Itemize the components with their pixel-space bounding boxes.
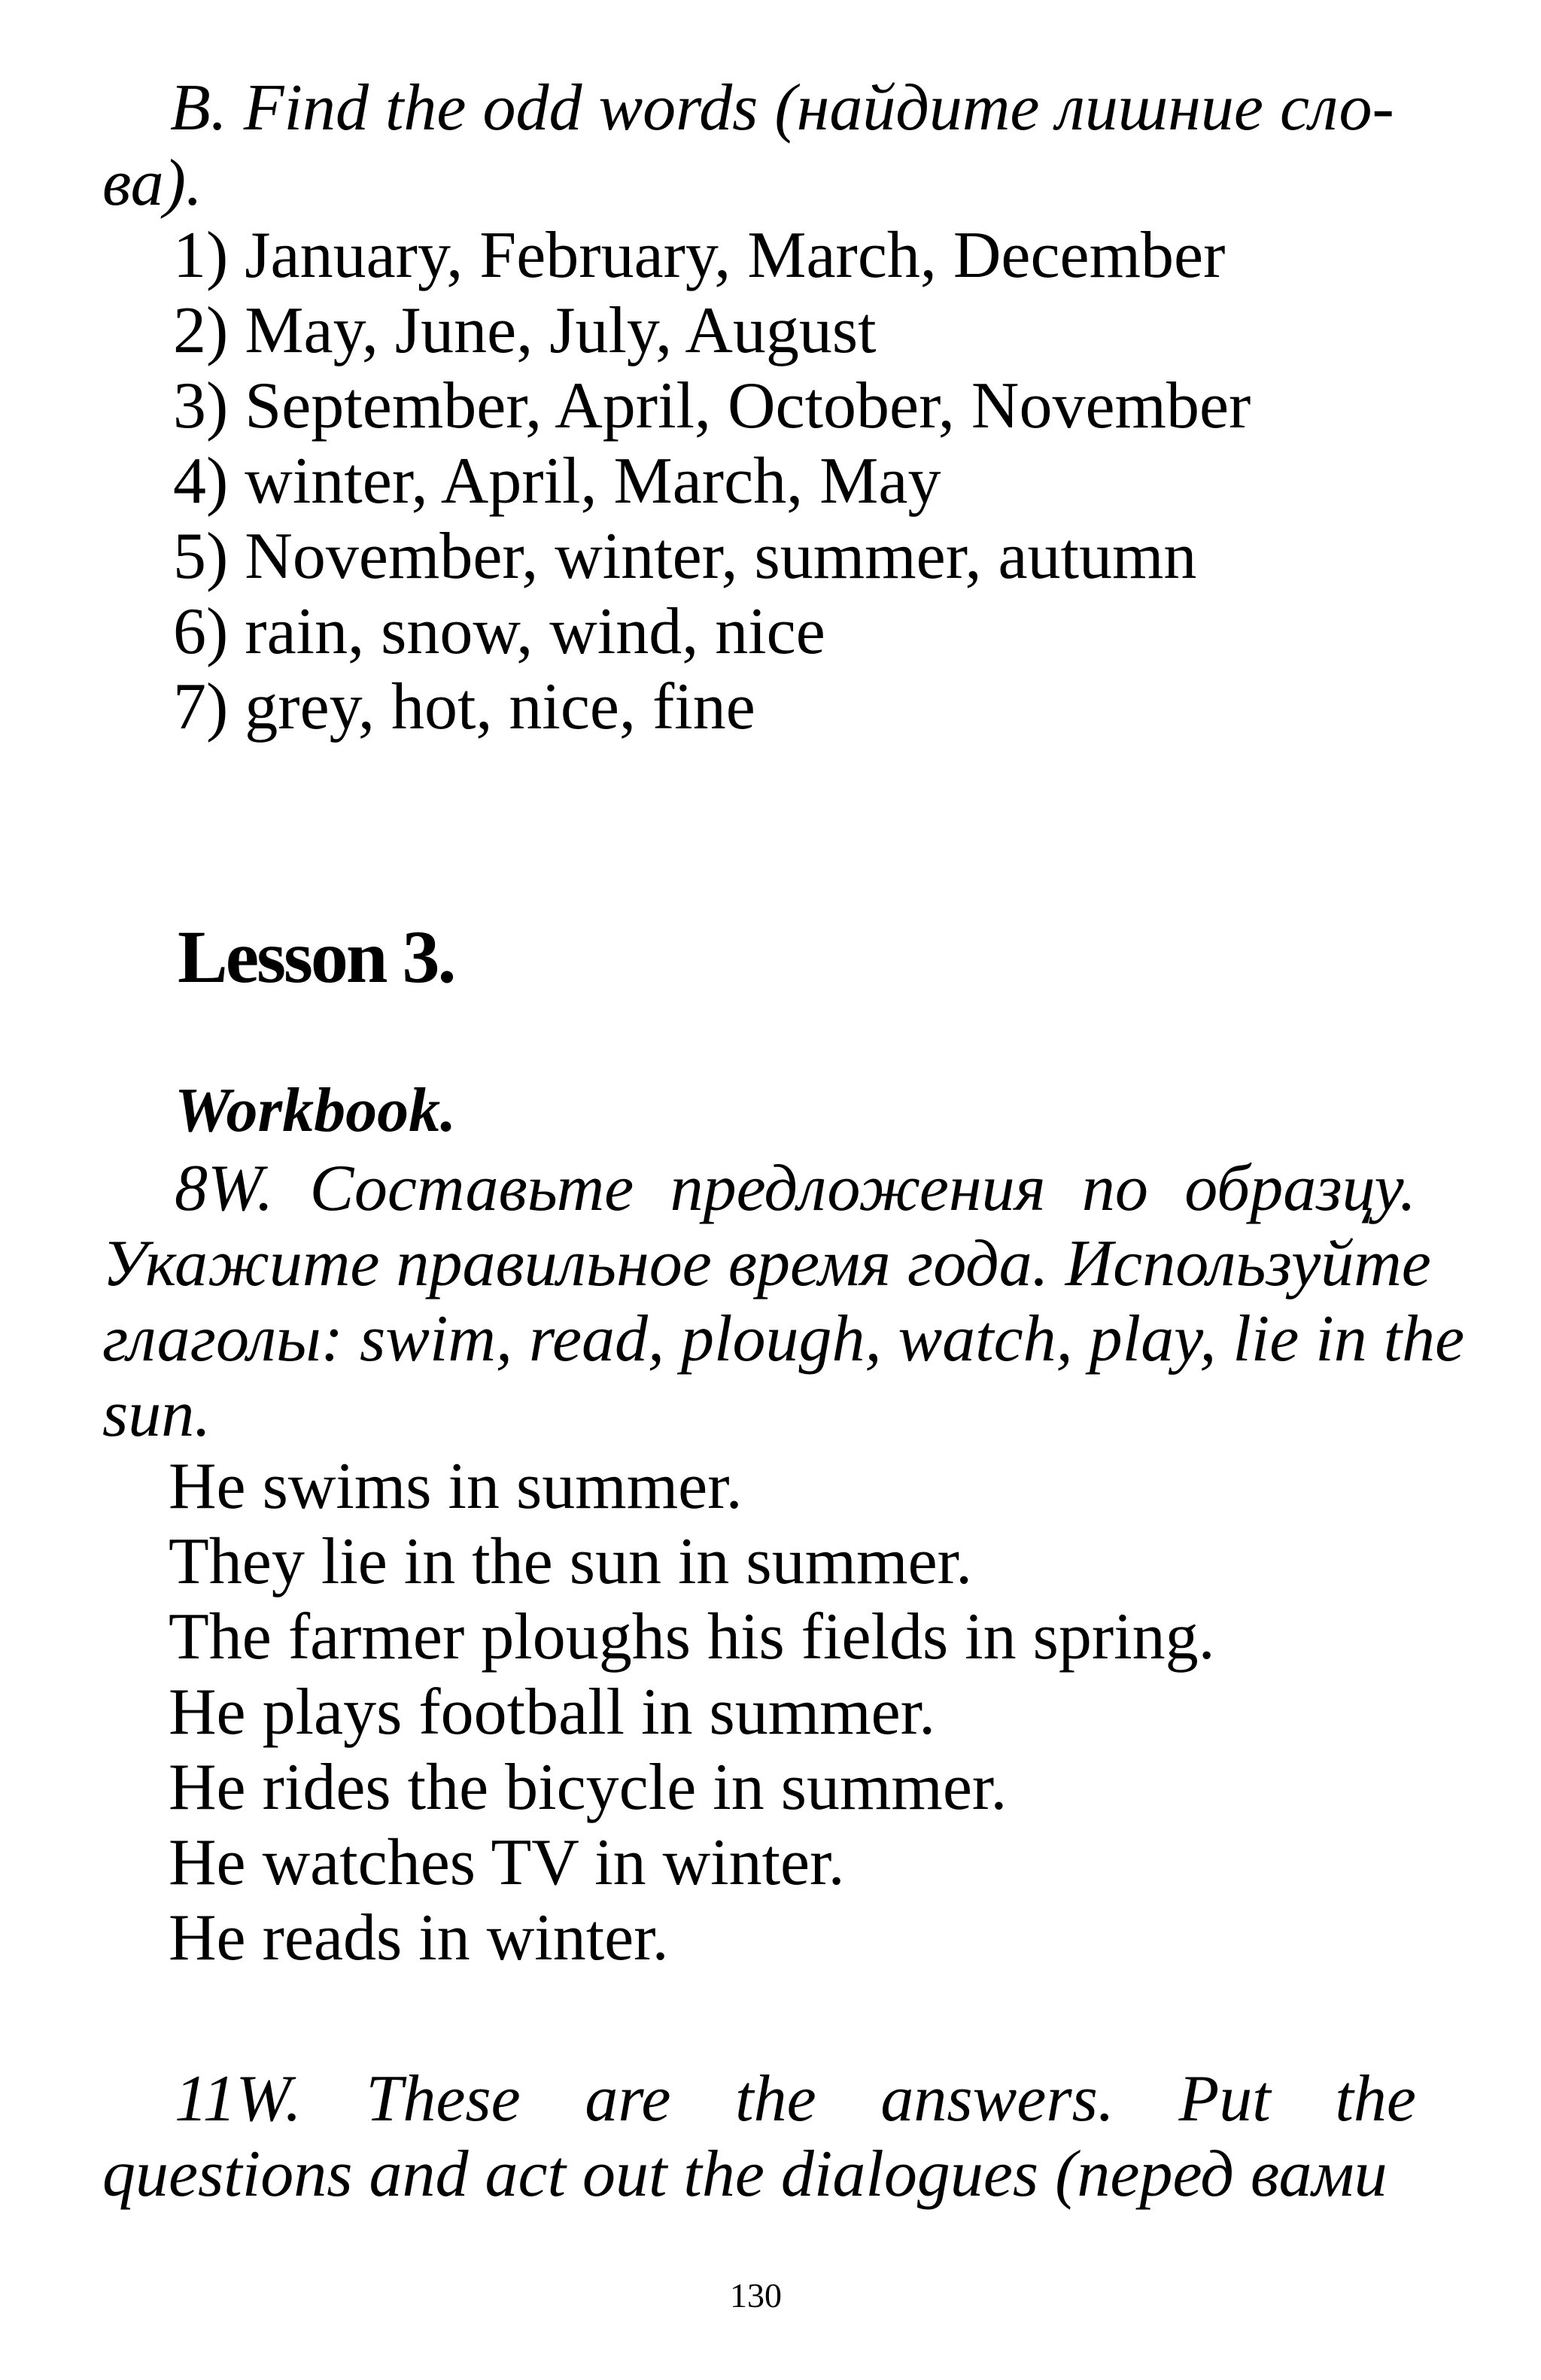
example-sentence: They lie in the sun in summer.: [169, 1525, 973, 1598]
list-item: 2) May, June, July, August: [173, 294, 877, 367]
task-11w-word: 11W.: [175, 2062, 302, 2135]
example-sentence: He watches TV in winter.: [169, 1826, 845, 1899]
task-11w-word: These: [366, 2062, 521, 2135]
example-sentence: The farmer ploughs his fields in spring.: [169, 1600, 1215, 1673]
example-sentence: He swims in summer.: [169, 1450, 743, 1523]
exercise-b-heading-line1: B. Find the odd words (найдите лишние сло-: [170, 71, 1394, 144]
list-item: 6) rain, snow, wind, nice: [173, 595, 825, 668]
task-11w-word: are: [585, 2062, 671, 2135]
task-8w-line3: глаголы: swim, read, plough, watch, play, lie in the: [102, 1302, 1465, 1375]
example-sentence: He rides the bicycle in summer.: [169, 1751, 1008, 1824]
task-11w-word: the: [1335, 2062, 1416, 2135]
list-item: 1) January, February, March, December: [173, 219, 1226, 292]
task-11w-word: answers.: [880, 2062, 1114, 2135]
task-11w-line2: questions and act out the dialogues (перед вами: [102, 2138, 1388, 2211]
list-item: 5) November, winter, summer, autumn: [173, 520, 1197, 593]
task-8w-word: Составьте: [309, 1152, 634, 1225]
task-11w-word: the: [735, 2062, 816, 2135]
task-8w-word: по: [1081, 1152, 1148, 1225]
task-11w-word: Put: [1178, 2062, 1271, 2135]
task-8w-word: образцу.: [1184, 1152, 1416, 1225]
task-8w-word: предложения: [670, 1152, 1046, 1225]
exercise-b-heading-line2: ва).: [102, 147, 202, 220]
list-item: 7) grey, hot, nice, fine: [173, 670, 755, 743]
task-8w-line4: sun.: [102, 1378, 211, 1451]
list-item: 3) September, April, October, November: [173, 369, 1251, 442]
example-sentence: He reads in winter.: [169, 1901, 669, 1974]
example-sentence: He plays football in summer.: [169, 1676, 936, 1749]
page-number: 130: [730, 2276, 782, 2315]
task-11w-line1: [175, 2062, 1416, 2135]
task-8w-word: 8W.: [175, 1152, 274, 1225]
lesson-title: Lesson 3.: [178, 915, 454, 999]
workbook-label: Workbook.: [175, 1075, 457, 1145]
task-8w-line1: [175, 1152, 1416, 1225]
list-item: 4) winter, April, March, May: [173, 445, 941, 518]
task-8w-line2: Укажите правильное время года. Используйте: [102, 1227, 1431, 1300]
